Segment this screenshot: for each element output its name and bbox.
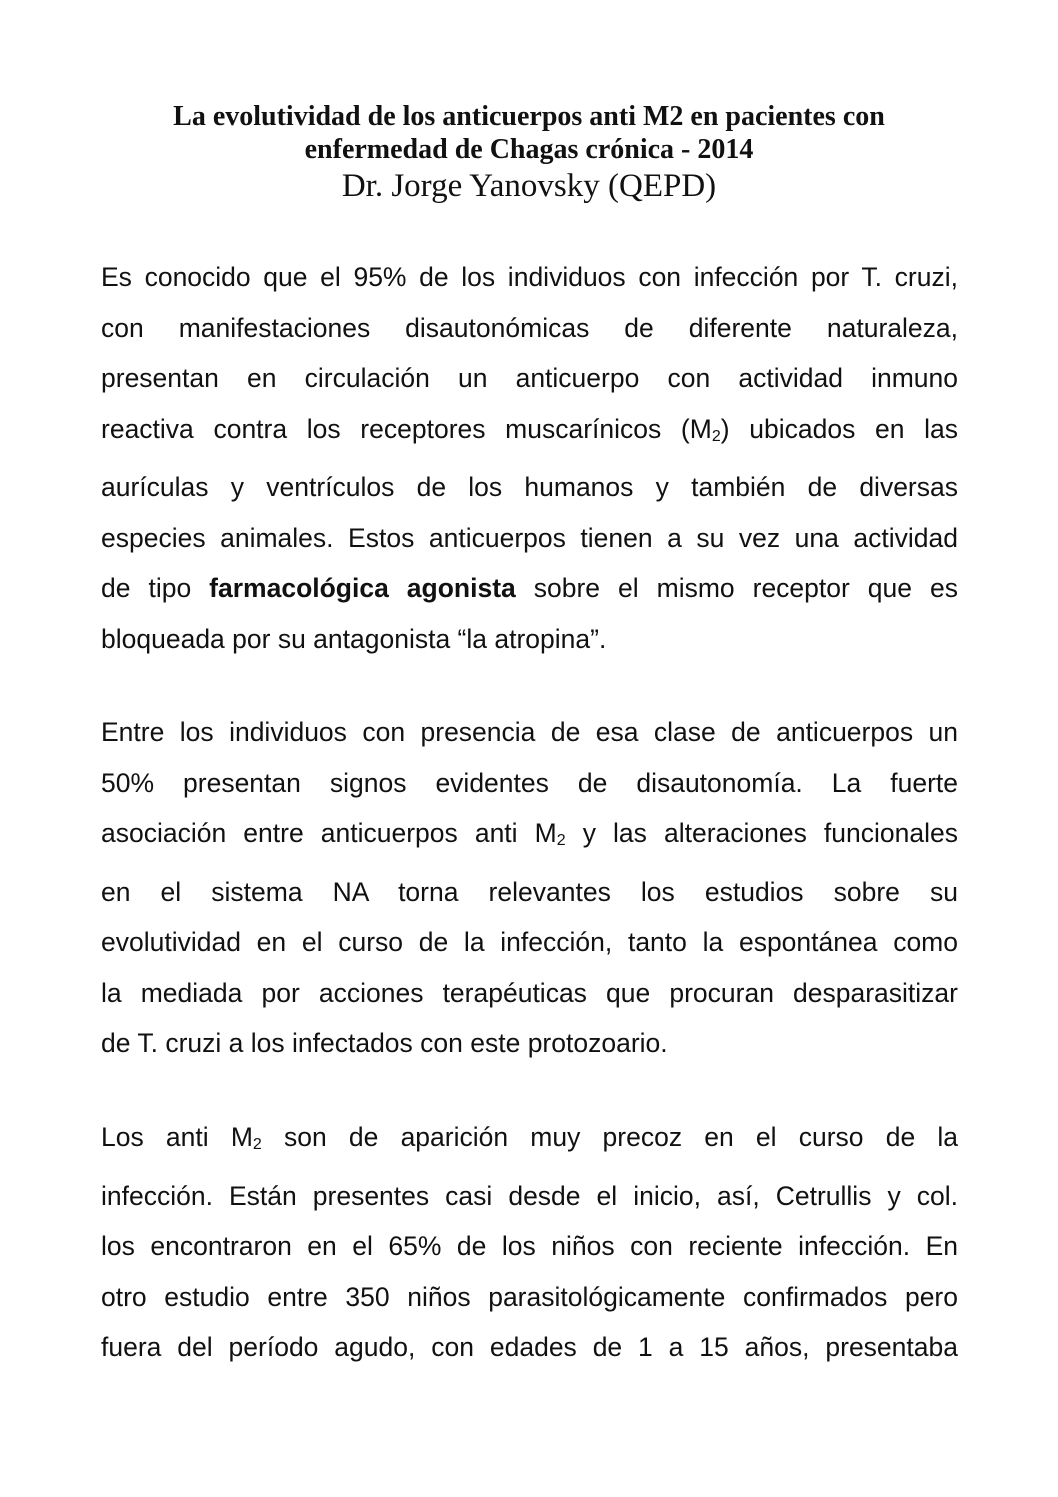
text-line: aurículas y ventrículos de los humanos y también de diversas (101, 472, 958, 502)
text-line: asociación entre anticuerpos anti M2 y las alteraciones funcionales (101, 818, 958, 849)
document-author: Dr. Jorge Yanovsky (QEPD) (341, 168, 717, 204)
text-line: Los anti M2 son de aparición muy precoz en el curso de la (101, 1122, 958, 1153)
paragraph-3 (101, 1112, 958, 1373)
subscript: 2 (252, 1136, 262, 1153)
document-title (80, 100, 978, 166)
text-line: los encontraron en el 65% de los niños con reciente infección. En (101, 1231, 958, 1261)
subscript: 2 (711, 427, 721, 445)
text-line: en el sistema NA torna relevantes los estudios sobre su (101, 876, 958, 907)
text-line: con manifestaciones disautonómicas de diferente naturaleza, (101, 312, 958, 343)
text-line: especies animales. Estos anticuerpos tienen a su vez una actividad (101, 522, 958, 553)
text-line: otro estudio entre 350 niños parasitológicamente confirmados pero (101, 1281, 958, 1312)
text-line: Es conocido que el 95% de los individuos con infección por T. cruzi, (101, 262, 958, 292)
text-line: de T. cruzi a los infectados con este protozoario. (101, 1028, 668, 1058)
paragraph-2 (101, 707, 958, 1069)
text-line: de tipo farmacológica agonista sobre el mismo receptor que es (101, 573, 958, 603)
paragraph-1 (101, 252, 958, 664)
text-line: evolutividad en el curso de la infección, tanto la espontánea como (101, 927, 958, 957)
document-header (80, 100, 978, 206)
text-line: presentan en circulación un anticuerpo con actividad inmuno (101, 363, 958, 393)
text-line: Entre los individuos con presencia de esa clase de anticuerpos un (101, 717, 958, 747)
text-line: bloqueada por su antagonista “la atropina”. (101, 623, 607, 654)
title-line-1: La evolutividad de los anticuerpos anti M2 en pacientes con (173, 101, 885, 132)
bold-term: farmacológica agonista (209, 573, 516, 603)
text-line: la mediada por acciones terapéuticas que procuran desparasitizar (101, 977, 958, 1008)
text-line: fuera del período agudo, con edades de 1 a 15 años, presentaba (101, 1332, 958, 1362)
title-line-2: enfermedad de Chagas crónica - 2014 (304, 134, 754, 165)
text-line: infección. Están presentes casi desde el inicio, así, Cetrullis y col. (101, 1180, 958, 1211)
text-line: reactiva contra los receptores muscarínicos (M2) ubicados en las (101, 413, 958, 445)
subscript: 2 (556, 832, 566, 849)
text-line: 50% presentan signos evidentes de disautonomía. La fuerte (101, 767, 958, 798)
